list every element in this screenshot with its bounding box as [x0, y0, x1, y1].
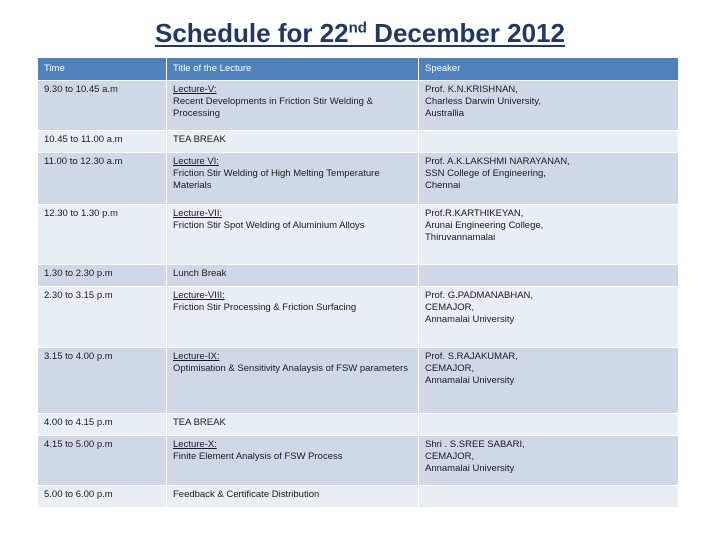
speaker-name: Prof. A.K.LAKSHMI NARAYANAN,: [425, 156, 570, 167]
header-speaker: Speaker: [419, 58, 679, 81]
speaker-institution: Charless Darwin University,: [425, 96, 541, 107]
title-suffix: December 2012: [366, 18, 565, 48]
schedule-table: [37, 57, 679, 508]
lecture-title: Recent Developments in Friction Stir Welding & Processing: [173, 96, 373, 119]
table-row: [38, 287, 679, 348]
speaker-institution: Arunai Engineering College,: [425, 220, 544, 231]
title-text: [155, 18, 565, 48]
speaker-cell: [419, 348, 679, 414]
speaker-name: Prof. K.N.KRISHNAN,: [425, 84, 518, 95]
lecture-title: Finite Element Analysis of FSW Process: [173, 451, 343, 462]
time-cell: 4.00 to 4.15 p.m: [38, 414, 167, 436]
time-cell: 9.30 to 10.45 a.m: [38, 81, 167, 131]
speaker-name: Prof. G.PADMANABHAN,: [425, 290, 534, 301]
speaker-cell: [419, 287, 679, 348]
lecture-title: Friction Stir Welding of High Melting Temperature Materials: [173, 168, 380, 191]
speaker-cell: [419, 205, 679, 265]
speaker-name: Prof.R.KARTHIKEYAN,: [425, 208, 524, 219]
speaker-location: Annamalai University: [425, 463, 515, 474]
table-row: [38, 348, 679, 414]
speaker-cell: [419, 414, 679, 436]
lecture-cell: [167, 81, 419, 131]
lecture-cell: [167, 287, 419, 348]
speaker-institution: SSN College of Engineering,: [425, 168, 546, 179]
time-cell: 3.15 to 4.00 p.m: [38, 348, 167, 414]
table-row: [38, 414, 679, 436]
lecture-cell: [167, 348, 419, 414]
lecture-cell: [167, 153, 419, 205]
lecture-cell: [167, 205, 419, 265]
time-cell: 11.00 to 12.30 a.m: [38, 153, 167, 205]
speaker-name: Shri . S.SREE SABARI,: [425, 439, 525, 450]
lecture-cell: [167, 265, 419, 287]
table-header-row: [38, 58, 679, 81]
page-title: [0, 18, 720, 49]
speaker-cell: [419, 486, 679, 508]
time-cell: 4.15 to 5.00 p.m: [38, 436, 167, 486]
table-row: [38, 131, 679, 153]
speaker-institution: CEMAJOR,: [425, 302, 475, 313]
speaker-institution: CEMAJOR,: [425, 363, 475, 374]
title-superscript: nd: [348, 19, 367, 37]
speaker-cell: [419, 131, 679, 153]
lecture-label: Lecture-V:: [173, 84, 217, 95]
speaker-location: Annamalai University: [425, 375, 515, 386]
table-row: [38, 81, 679, 131]
lecture-cell: [167, 436, 419, 486]
time-cell: 2.30 to 3.15 p.m: [38, 287, 167, 348]
lecture-title: Feedback & Certificate Distribution: [173, 489, 320, 500]
time-cell: 5.00 to 6.00 p.m: [38, 486, 167, 508]
title-prefix: Schedule for 22: [155, 18, 349, 48]
speaker-cell: [419, 436, 679, 486]
lecture-label: Lecture VI:: [173, 156, 219, 167]
lecture-cell: [167, 486, 419, 508]
lecture-cell: [167, 414, 419, 436]
time-cell: 1.30 to 2.30 p.m: [38, 265, 167, 287]
speaker-location: Annamalai University: [425, 314, 515, 325]
speaker-location: Chennai: [425, 180, 461, 191]
table-row: [38, 153, 679, 205]
speaker-institution: CEMAJOR,: [425, 451, 475, 462]
time-cell: 10.45 to 11.00 a.m: [38, 131, 167, 153]
lecture-title: Friction Stir Processing & Friction Surfacing: [173, 302, 357, 313]
header-lecture-title: Title of the Lecture: [167, 58, 419, 81]
lecture-label: Lecture-IX:: [173, 351, 220, 362]
lecture-title: TEA BREAK: [173, 134, 226, 145]
lecture-title: TEA BREAK: [173, 417, 226, 428]
table-row: [38, 436, 679, 486]
lecture-title: Optimisation & Sensitivity Analaysis of FSW parameters: [173, 363, 408, 374]
lecture-label: Lecture-VII:: [173, 208, 223, 219]
table-row: [38, 265, 679, 287]
lecture-cell: [167, 131, 419, 153]
speaker-cell: [419, 81, 679, 131]
speaker-cell: [419, 265, 679, 287]
header-time: Time: [38, 58, 167, 81]
speaker-location: Australlia: [425, 108, 465, 119]
lecture-label: Lecture-X:: [173, 439, 217, 450]
speaker-name: Prof. S.RAJAKUMAR,: [425, 351, 518, 362]
lecture-label: Lecture-VIII:: [173, 290, 225, 301]
lecture-title: Friction Stir Spot Welding of Aluminium Alloys: [173, 220, 365, 231]
speaker-cell: [419, 153, 679, 205]
table-row: [38, 205, 679, 265]
time-cell: 12.30 to 1.30 p.m: [38, 205, 167, 265]
speaker-location: Thiruvannamalai: [425, 232, 496, 243]
lecture-title: Lunch Break: [173, 268, 227, 279]
table-row: [38, 486, 679, 508]
